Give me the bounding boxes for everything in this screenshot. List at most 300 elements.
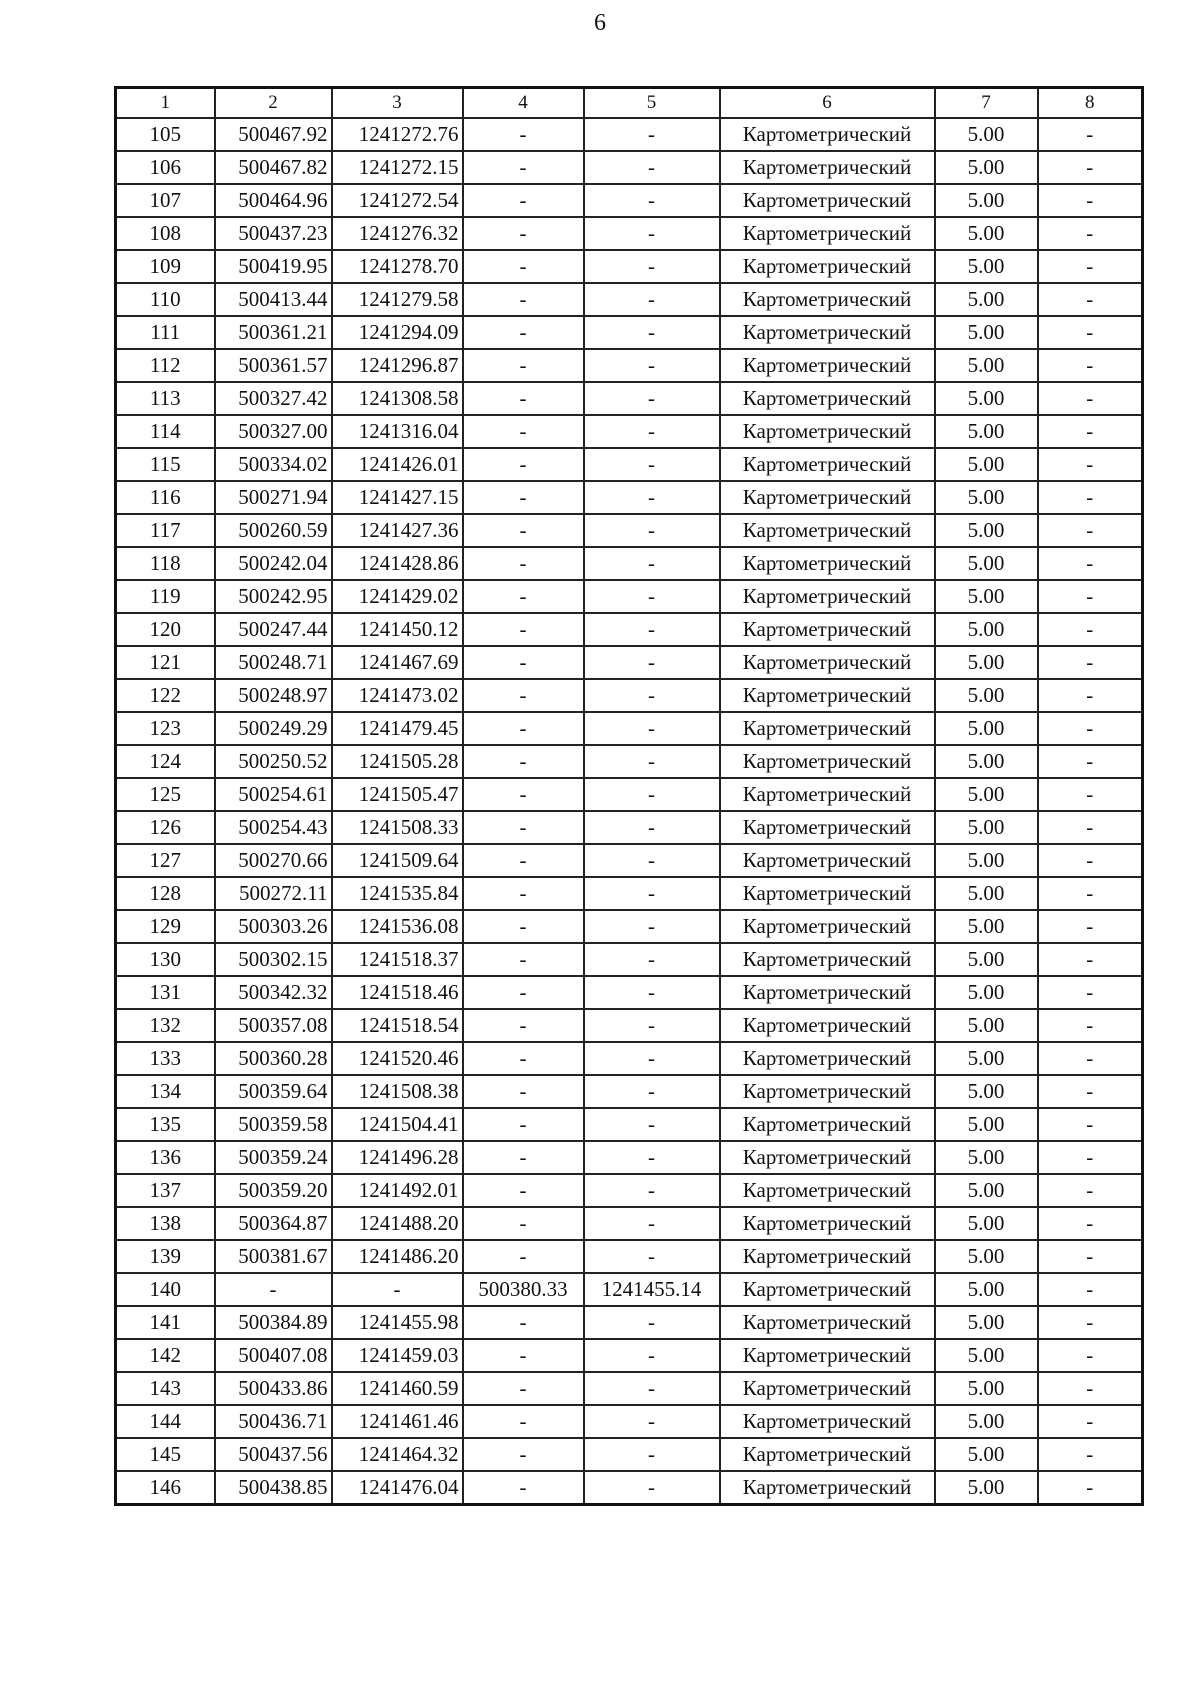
y-alt-coordinate-cell: -: [584, 1009, 720, 1042]
x-coordinate-cell: 500464.96: [215, 184, 332, 217]
x-coordinate-cell: 500437.56: [215, 1438, 332, 1471]
x-alt-coordinate-cell: -: [463, 547, 584, 580]
y-coordinate-cell: 1241426.01: [332, 448, 463, 481]
point-number-cell: 113: [116, 382, 215, 415]
accuracy-cell: 5.00: [935, 118, 1038, 151]
point-number-cell: 122: [116, 679, 215, 712]
y-coordinate-cell: 1241308.58: [332, 382, 463, 415]
accuracy-cell: 5.00: [935, 1207, 1038, 1240]
y-alt-coordinate-cell: -: [584, 1108, 720, 1141]
method-cell: Картометрический: [720, 646, 935, 679]
x-alt-coordinate-cell: -: [463, 382, 584, 415]
x-alt-coordinate-cell: -: [463, 1240, 584, 1273]
table-row: [116, 1207, 1143, 1240]
x-alt-coordinate-cell: -: [463, 1306, 584, 1339]
y-coordinate-cell: 1241509.64: [332, 844, 463, 877]
column-header-7: 7: [935, 88, 1038, 119]
method-cell: Картометрический: [720, 1471, 935, 1505]
y-coordinate-cell: 1241518.54: [332, 1009, 463, 1042]
description-cell: -: [1038, 1339, 1143, 1372]
table-row: [116, 679, 1143, 712]
description-cell: -: [1038, 613, 1143, 646]
y-alt-coordinate-cell: -: [584, 910, 720, 943]
accuracy-cell: 5.00: [935, 481, 1038, 514]
table-row: [116, 613, 1143, 646]
method-cell: Картометрический: [720, 448, 935, 481]
column-header-6: 6: [720, 88, 935, 119]
table-row: [116, 547, 1143, 580]
y-coordinate-cell: 1241488.20: [332, 1207, 463, 1240]
y-alt-coordinate-cell: -: [584, 1438, 720, 1471]
point-number-cell: 130: [116, 943, 215, 976]
y-alt-coordinate-cell: -: [584, 1174, 720, 1207]
method-cell: Картометрический: [720, 1240, 935, 1273]
y-coordinate-cell: 1241476.04: [332, 1471, 463, 1505]
x-alt-coordinate-cell: -: [463, 1108, 584, 1141]
x-coordinate-cell: 500242.04: [215, 547, 332, 580]
x-coordinate-cell: 500272.11: [215, 877, 332, 910]
y-coordinate-cell: 1241278.70: [332, 250, 463, 283]
method-cell: Картометрический: [720, 1075, 935, 1108]
description-cell: -: [1038, 1141, 1143, 1174]
x-alt-coordinate-cell: -: [463, 316, 584, 349]
point-number-cell: 137: [116, 1174, 215, 1207]
x-coordinate-cell: 500248.71: [215, 646, 332, 679]
x-coordinate-cell: 500359.58: [215, 1108, 332, 1141]
x-coordinate-cell: 500357.08: [215, 1009, 332, 1042]
accuracy-cell: 5.00: [935, 1339, 1038, 1372]
y-alt-coordinate-cell: -: [584, 1240, 720, 1273]
coordinates-table: [114, 86, 1144, 1506]
x-coordinate-cell: 500359.64: [215, 1075, 332, 1108]
method-cell: Картометрический: [720, 1174, 935, 1207]
point-number-cell: 105: [116, 118, 215, 151]
table-row: [116, 316, 1143, 349]
description-cell: -: [1038, 646, 1143, 679]
x-coordinate-cell: 500254.61: [215, 778, 332, 811]
y-alt-coordinate-cell: -: [584, 349, 720, 382]
table-row: [116, 283, 1143, 316]
x-alt-coordinate-cell: -: [463, 976, 584, 1009]
table-row: [116, 712, 1143, 745]
accuracy-cell: 5.00: [935, 778, 1038, 811]
description-cell: -: [1038, 217, 1143, 250]
point-number-cell: 119: [116, 580, 215, 613]
description-cell: -: [1038, 976, 1143, 1009]
x-coordinate-cell: 500250.52: [215, 745, 332, 778]
x-coordinate-cell: 500249.29: [215, 712, 332, 745]
description-cell: -: [1038, 1207, 1143, 1240]
method-cell: Картометрический: [720, 250, 935, 283]
x-alt-coordinate-cell: 500380.33: [463, 1273, 584, 1306]
description-cell: -: [1038, 679, 1143, 712]
x-alt-coordinate-cell: -: [463, 151, 584, 184]
y-alt-coordinate-cell: -: [584, 283, 720, 316]
x-alt-coordinate-cell: -: [463, 712, 584, 745]
x-coordinate-cell: 500467.92: [215, 118, 332, 151]
accuracy-cell: 5.00: [935, 1438, 1038, 1471]
x-alt-coordinate-cell: -: [463, 844, 584, 877]
table-row: [116, 1009, 1143, 1042]
point-number-cell: 118: [116, 547, 215, 580]
method-cell: Картометрический: [720, 1339, 935, 1372]
x-alt-coordinate-cell: -: [463, 745, 584, 778]
x-alt-coordinate-cell: -: [463, 250, 584, 283]
point-number-cell: 115: [116, 448, 215, 481]
table-row: [116, 943, 1143, 976]
y-alt-coordinate-cell: -: [584, 1207, 720, 1240]
table-row: [116, 646, 1143, 679]
y-alt-coordinate-cell: -: [584, 1141, 720, 1174]
method-cell: Картометрический: [720, 118, 935, 151]
table-row: [116, 1240, 1143, 1273]
x-alt-coordinate-cell: -: [463, 217, 584, 250]
table-row: [116, 1339, 1143, 1372]
x-alt-coordinate-cell: -: [463, 283, 584, 316]
table-row: [116, 349, 1143, 382]
table-row: [116, 382, 1143, 415]
x-coordinate-cell: 500413.44: [215, 283, 332, 316]
method-cell: Картометрический: [720, 283, 935, 316]
accuracy-cell: 5.00: [935, 877, 1038, 910]
accuracy-cell: 5.00: [935, 250, 1038, 283]
method-cell: Картометрический: [720, 877, 935, 910]
accuracy-cell: 5.00: [935, 1141, 1038, 1174]
description-cell: -: [1038, 1174, 1143, 1207]
method-cell: Картометрический: [720, 547, 935, 580]
x-coordinate-cell: 500433.86: [215, 1372, 332, 1405]
x-alt-coordinate-cell: -: [463, 1075, 584, 1108]
description-cell: -: [1038, 778, 1143, 811]
point-number-cell: 111: [116, 316, 215, 349]
y-alt-coordinate-cell: -: [584, 1075, 720, 1108]
method-cell: Картометрический: [720, 382, 935, 415]
description-cell: -: [1038, 1075, 1143, 1108]
accuracy-cell: 5.00: [935, 283, 1038, 316]
method-cell: Картометрический: [720, 316, 935, 349]
accuracy-cell: 5.00: [935, 1273, 1038, 1306]
point-number-cell: 144: [116, 1405, 215, 1438]
column-header-5: 5: [584, 88, 720, 119]
method-cell: Картометрический: [720, 580, 935, 613]
method-cell: Картометрический: [720, 415, 935, 448]
y-coordinate-cell: 1241427.15: [332, 481, 463, 514]
y-alt-coordinate-cell: -: [584, 382, 720, 415]
table-row: [116, 481, 1143, 514]
description-cell: -: [1038, 448, 1143, 481]
table-row: [116, 217, 1143, 250]
method-cell: Картометрический: [720, 1207, 935, 1240]
accuracy-cell: 5.00: [935, 745, 1038, 778]
table-row: [116, 1042, 1143, 1075]
description-cell: -: [1038, 1372, 1143, 1405]
y-alt-coordinate-cell: -: [584, 679, 720, 712]
y-coordinate-cell: 1241461.46: [332, 1405, 463, 1438]
method-cell: Картометрический: [720, 1438, 935, 1471]
accuracy-cell: 5.00: [935, 679, 1038, 712]
accuracy-cell: 5.00: [935, 547, 1038, 580]
table-row: [116, 1108, 1143, 1141]
table-row: [116, 1141, 1143, 1174]
x-alt-coordinate-cell: -: [463, 1438, 584, 1471]
point-number-cell: 141: [116, 1306, 215, 1339]
y-coordinate-cell: 1241520.46: [332, 1042, 463, 1075]
point-number-cell: 140: [116, 1273, 215, 1306]
method-cell: Картометрический: [720, 712, 935, 745]
point-number-cell: 109: [116, 250, 215, 283]
y-coordinate-cell: 1241508.38: [332, 1075, 463, 1108]
point-number-cell: 127: [116, 844, 215, 877]
point-number-cell: 120: [116, 613, 215, 646]
table-row: [116, 1438, 1143, 1471]
description-cell: -: [1038, 1042, 1143, 1075]
y-alt-coordinate-cell: -: [584, 580, 720, 613]
x-alt-coordinate-cell: -: [463, 1141, 584, 1174]
method-cell: Картометрический: [720, 811, 935, 844]
x-coordinate-cell: 500360.28: [215, 1042, 332, 1075]
accuracy-cell: 5.00: [935, 712, 1038, 745]
point-number-cell: 107: [116, 184, 215, 217]
point-number-cell: 129: [116, 910, 215, 943]
y-coordinate-cell: 1241427.36: [332, 514, 463, 547]
method-cell: Картометрический: [720, 1273, 935, 1306]
accuracy-cell: 5.00: [935, 976, 1038, 1009]
point-number-cell: 146: [116, 1471, 215, 1505]
x-alt-coordinate-cell: -: [463, 646, 584, 679]
table-row: [116, 1273, 1143, 1306]
x-coordinate-cell: 500437.23: [215, 217, 332, 250]
x-alt-coordinate-cell: -: [463, 1339, 584, 1372]
table-row: [116, 1405, 1143, 1438]
y-coordinate-cell: 1241276.32: [332, 217, 463, 250]
accuracy-cell: 5.00: [935, 1075, 1038, 1108]
accuracy-cell: 5.00: [935, 613, 1038, 646]
table-row: [116, 184, 1143, 217]
description-cell: -: [1038, 118, 1143, 151]
y-coordinate-cell: 1241467.69: [332, 646, 463, 679]
y-coordinate-cell: 1241479.45: [332, 712, 463, 745]
y-alt-coordinate-cell: 1241455.14: [584, 1273, 720, 1306]
accuracy-cell: 5.00: [935, 1471, 1038, 1505]
point-number-cell: 138: [116, 1207, 215, 1240]
method-cell: Картометрический: [720, 217, 935, 250]
table-row: [116, 118, 1143, 151]
point-number-cell: 124: [116, 745, 215, 778]
accuracy-cell: 5.00: [935, 415, 1038, 448]
point-number-cell: 143: [116, 1372, 215, 1405]
method-cell: Картометрический: [720, 1306, 935, 1339]
description-cell: -: [1038, 1471, 1143, 1505]
point-number-cell: 121: [116, 646, 215, 679]
x-alt-coordinate-cell: -: [463, 580, 584, 613]
x-alt-coordinate-cell: -: [463, 481, 584, 514]
method-cell: Картометрический: [720, 1405, 935, 1438]
x-alt-coordinate-cell: -: [463, 448, 584, 481]
description-cell: -: [1038, 349, 1143, 382]
y-alt-coordinate-cell: -: [584, 778, 720, 811]
y-coordinate-cell: 1241464.32: [332, 1438, 463, 1471]
x-coordinate-cell: 500302.15: [215, 943, 332, 976]
method-cell: Картометрический: [720, 481, 935, 514]
y-alt-coordinate-cell: -: [584, 448, 720, 481]
description-cell: -: [1038, 184, 1143, 217]
accuracy-cell: 5.00: [935, 910, 1038, 943]
y-alt-coordinate-cell: -: [584, 184, 720, 217]
method-cell: Картометрический: [720, 349, 935, 382]
y-alt-coordinate-cell: -: [584, 976, 720, 1009]
method-cell: Картометрический: [720, 1009, 935, 1042]
description-cell: -: [1038, 481, 1143, 514]
y-coordinate-cell: 1241473.02: [332, 679, 463, 712]
x-alt-coordinate-cell: -: [463, 1042, 584, 1075]
x-alt-coordinate-cell: -: [463, 613, 584, 646]
method-cell: Картометрический: [720, 514, 935, 547]
accuracy-cell: 5.00: [935, 1009, 1038, 1042]
y-coordinate-cell: 1241272.76: [332, 118, 463, 151]
x-coordinate-cell: 500342.32: [215, 976, 332, 1009]
y-alt-coordinate-cell: -: [584, 481, 720, 514]
table-row: [116, 1174, 1143, 1207]
accuracy-cell: 5.00: [935, 448, 1038, 481]
accuracy-cell: 5.00: [935, 811, 1038, 844]
table-row: [116, 1471, 1143, 1505]
description-cell: -: [1038, 712, 1143, 745]
table-row: [116, 811, 1143, 844]
y-coordinate-cell: 1241272.15: [332, 151, 463, 184]
accuracy-cell: 5.00: [935, 1405, 1038, 1438]
y-alt-coordinate-cell: -: [584, 943, 720, 976]
description-cell: -: [1038, 877, 1143, 910]
method-cell: Картометрический: [720, 745, 935, 778]
x-coordinate-cell: 500361.21: [215, 316, 332, 349]
description-cell: -: [1038, 910, 1143, 943]
accuracy-cell: 5.00: [935, 382, 1038, 415]
y-coordinate-cell: 1241505.28: [332, 745, 463, 778]
point-number-cell: 106: [116, 151, 215, 184]
method-cell: Картометрический: [720, 1372, 935, 1405]
y-coordinate-cell: 1241508.33: [332, 811, 463, 844]
y-coordinate-cell: 1241492.01: [332, 1174, 463, 1207]
point-number-cell: 133: [116, 1042, 215, 1075]
x-coordinate-cell: -: [215, 1273, 332, 1306]
description-cell: -: [1038, 547, 1143, 580]
y-coordinate-cell: 1241296.87: [332, 349, 463, 382]
method-cell: Картометрический: [720, 1108, 935, 1141]
x-coordinate-cell: 500364.87: [215, 1207, 332, 1240]
point-number-cell: 117: [116, 514, 215, 547]
column-header-8: 8: [1038, 88, 1143, 119]
description-cell: -: [1038, 1273, 1143, 1306]
table-row: [116, 877, 1143, 910]
y-alt-coordinate-cell: -: [584, 844, 720, 877]
x-coordinate-cell: 500247.44: [215, 613, 332, 646]
y-alt-coordinate-cell: -: [584, 1405, 720, 1438]
x-alt-coordinate-cell: -: [463, 910, 584, 943]
y-coordinate-cell: 1241536.08: [332, 910, 463, 943]
y-alt-coordinate-cell: -: [584, 745, 720, 778]
y-alt-coordinate-cell: -: [584, 1372, 720, 1405]
x-coordinate-cell: 500381.67: [215, 1240, 332, 1273]
table-row: [116, 1372, 1143, 1405]
y-alt-coordinate-cell: -: [584, 118, 720, 151]
point-number-cell: 114: [116, 415, 215, 448]
description-cell: -: [1038, 1009, 1143, 1042]
point-number-cell: 135: [116, 1108, 215, 1141]
x-coordinate-cell: 500270.66: [215, 844, 332, 877]
table-body: [116, 88, 1143, 1505]
y-coordinate-cell: 1241429.02: [332, 580, 463, 613]
y-coordinate-cell: 1241535.84: [332, 877, 463, 910]
description-cell: -: [1038, 1240, 1143, 1273]
point-number-cell: 139: [116, 1240, 215, 1273]
point-number-cell: 108: [116, 217, 215, 250]
y-coordinate-cell: -: [332, 1273, 463, 1306]
x-alt-coordinate-cell: -: [463, 184, 584, 217]
accuracy-cell: 5.00: [935, 580, 1038, 613]
x-alt-coordinate-cell: -: [463, 811, 584, 844]
accuracy-cell: 5.00: [935, 943, 1038, 976]
accuracy-cell: 5.00: [935, 646, 1038, 679]
table-row: [116, 448, 1143, 481]
y-alt-coordinate-cell: -: [584, 646, 720, 679]
method-cell: Картометрический: [720, 976, 935, 1009]
y-coordinate-cell: 1241316.04: [332, 415, 463, 448]
description-cell: -: [1038, 1108, 1143, 1141]
column-header-4: 4: [463, 88, 584, 119]
x-coordinate-cell: 500242.95: [215, 580, 332, 613]
point-number-cell: 131: [116, 976, 215, 1009]
y-alt-coordinate-cell: -: [584, 514, 720, 547]
accuracy-cell: 5.00: [935, 1108, 1038, 1141]
y-alt-coordinate-cell: -: [584, 712, 720, 745]
point-number-cell: 126: [116, 811, 215, 844]
method-cell: Картометрический: [720, 679, 935, 712]
description-cell: -: [1038, 580, 1143, 613]
accuracy-cell: 5.00: [935, 1306, 1038, 1339]
x-coordinate-cell: 500271.94: [215, 481, 332, 514]
point-number-cell: 136: [116, 1141, 215, 1174]
x-coordinate-cell: 500384.89: [215, 1306, 332, 1339]
point-number-cell: 134: [116, 1075, 215, 1108]
x-alt-coordinate-cell: -: [463, 1174, 584, 1207]
description-cell: -: [1038, 514, 1143, 547]
x-alt-coordinate-cell: -: [463, 1471, 584, 1505]
accuracy-cell: 5.00: [935, 844, 1038, 877]
table-row: [116, 514, 1143, 547]
description-cell: -: [1038, 844, 1143, 877]
y-coordinate-cell: 1241486.20: [332, 1240, 463, 1273]
x-coordinate-cell: 500334.02: [215, 448, 332, 481]
y-alt-coordinate-cell: -: [584, 217, 720, 250]
x-alt-coordinate-cell: -: [463, 1405, 584, 1438]
method-cell: Картометрический: [720, 1042, 935, 1075]
y-coordinate-cell: 1241272.54: [332, 184, 463, 217]
x-coordinate-cell: 500359.24: [215, 1141, 332, 1174]
x-alt-coordinate-cell: -: [463, 1372, 584, 1405]
point-number-cell: 116: [116, 481, 215, 514]
point-number-cell: 145: [116, 1438, 215, 1471]
method-cell: Картометрический: [720, 1141, 935, 1174]
accuracy-cell: 5.00: [935, 1240, 1038, 1273]
accuracy-cell: 5.00: [935, 1372, 1038, 1405]
point-number-cell: 125: [116, 778, 215, 811]
x-alt-coordinate-cell: -: [463, 943, 584, 976]
x-alt-coordinate-cell: -: [463, 679, 584, 712]
method-cell: Картометрический: [720, 844, 935, 877]
x-coordinate-cell: 500361.57: [215, 349, 332, 382]
description-cell: -: [1038, 415, 1143, 448]
y-coordinate-cell: 1241518.46: [332, 976, 463, 1009]
